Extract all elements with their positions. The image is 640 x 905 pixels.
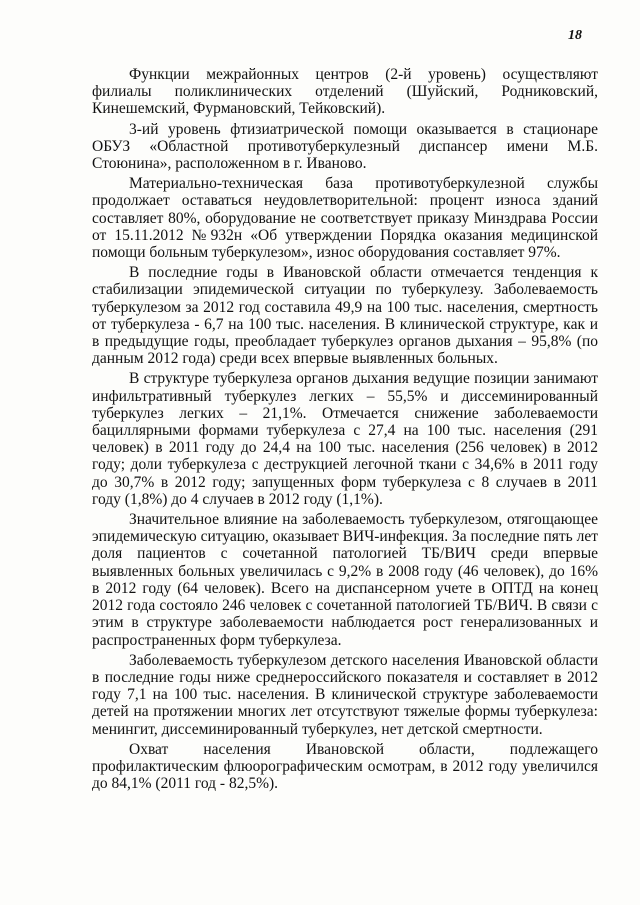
document-body xyxy=(92,66,598,795)
paragraph-hiv-influence: Значительное влияние на заболеваемость туберкулезом, отягощающее эпидемическую ситуацию, оказывает ВИЧ-инфекция. За последние пять лет доля пациентов с сочетанной патологией ТБ/ВИЧ среди впервые выявленных больных увеличилась с 9,2% в 2008 году (46 человек), до 16% в 2012 году (64 человек). Всего на диспансерном учете в ОПТД на конец 2012 года состояло 246 человек с сочетанной патологией ТБ/ВИЧ. В связи с этим в структуре заболеваемости наблюдается рост генерализованных и распространенных форм туберкулеза. xyxy=(92,511,598,649)
paragraph-functions-interdistrict-centers: Функции межрайонных центров (2-й уровень) осуществляют филиалы поликлинических отделений (Шуйский, Родниковский, Кинешемский, Фурмановский, Тейковский). xyxy=(92,66,598,118)
paragraph-material-base: Материально-техническая база противотуберкулезной службы продолжает оставаться неудовлетворительной: процент износа зданий составляет 80%, оборудование не соответствует приказу Минздрава России от 15.11.2012 №932н «Об утверждении Порядка оказания медицинской помощи больным туберкулезом», износ оборудования составляет 97%. xyxy=(92,175,598,262)
paragraph-children-incidence: Заболеваемость туберкулезом детского населения Ивановской области в последние годы ниже среднероссийского показателя и составляет в 2012 году 7,1 на 100 тыс. населения. В клинической структуре заболеваемости детей на протяжении многих лет отсутствуют тяжелые формы туберкулеза: менингит, диссеминированный туберкулез, нет детской смертности. xyxy=(92,651,598,738)
paragraph-epidemic-situation: В последние годы в Ивановской области отмечается тенденция к стабилизации эпидемической ситуации по туберкулезу. Заболеваемость туберкулезом за 2012 год составила 49,9 на 100 тыс. населения, смертность от туберкулеза - 6,7 на 100 тыс. населения. В клинической структуре, как и в предыдущие годы, преобладает туберкулез органов дыхания – 95,8% (по данным 2012 года) среди всех впервые выявленных больных. xyxy=(92,264,598,368)
page-number: 18 xyxy=(568,28,582,43)
paragraph-respiratory-structure: В структуре туберкулеза органов дыхания ведущие позиции занимают инфильтративный туберкулез легких – 55,5% и диссеминированный туберкулез легких – 21,1%. Отмечается снижение заболеваемости бациллярными формами туберкулеза с 27,4 на 100 тыс. населения (291 человек) в 2011 году до 24,4 на 100 тыс. населения (256 человек) в 2012 году; доли туберкулеза с деструкцией легочной ткани с 34,6% в 2011 году до 30,7% в 2012 году; запущенных форм туберкулеза с 8 случаев в 2011 году (1,8%) до 4 случаев в 2012 году (1,1%). xyxy=(92,370,598,508)
paragraph-fluorography-coverage: Охват населения Ивановской области, подлежащего профилактическим флюорографическим осмотрам, в 2012 году увеличился до 84,1% (2011 год - 82,5%). xyxy=(92,740,598,793)
paragraph-third-level-care: 3-ий уровень фтизиатрической помощи оказывается в стационаре ОБУЗ «Областной противотуберкулезный диспансер имени М.Б. Стоюнина», расположенном в г. Иваново. xyxy=(92,120,598,173)
